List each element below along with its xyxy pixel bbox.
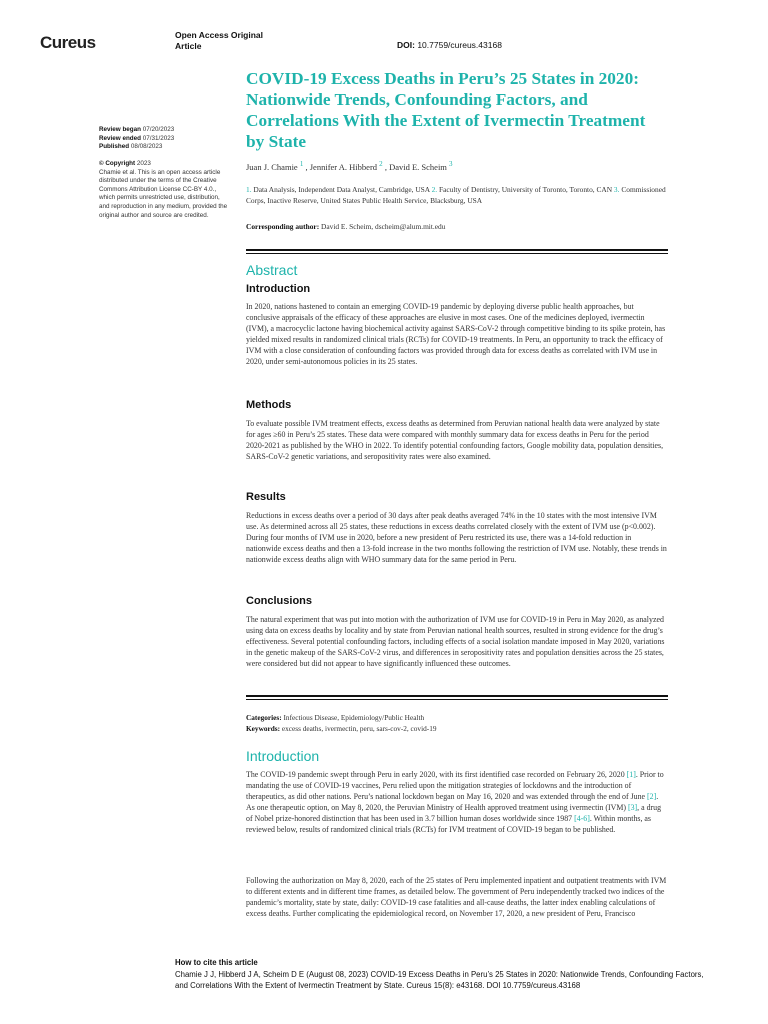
- section-divider: [246, 249, 668, 255]
- author-affiliation-number[interactable]: 1: [299, 160, 304, 168]
- abstract-methods-text: To evaluate possible IVM treatment effects, excess deaths as determined from Peruvian national health data were analyzed by state for ages ≥60 in Peru’s 25 states. These data were compared with monthly summary data for excess deaths in Peru for the period 2020-2021 as published by the WHO in 2022. To identify potential confounding factors, Google mobility data, population densities, SARS-CoV-2 genetic variations, and seropositivity rates were also examined.: [246, 419, 664, 462]
- abstract-results-text: Reductions in excess deaths over a period of 30 days after peak deaths averaged 74% in the 10 states with the most intensive IVM use. As determined across all 25 states, these reductions in excess deaths correlated closely with the extent of IVM use (p<0.002). During four months of IVM use in 2020, before a new president of Peru restricted its use, there was a 14-fold reduction in nationwide excess deaths and then a 13-fold increase in the two months following the restriction of IVM use. Notably, these trends in nationwide excess deaths align with WHO summary data for the same period in Peru.: [246, 511, 667, 565]
- copyright-block: [99, 160, 229, 220]
- article-type: [175, 30, 263, 52]
- categories-label: Categories:: [246, 713, 282, 722]
- citation-link[interactable]: [3]: [627, 803, 638, 813]
- affiliation-text: Faculty of Dentistry, University of Toronto, Toronto, CAN: [437, 185, 614, 194]
- introduction-paragraph-1: The COVID-19 pandemic swept through Peru in early 2020, with its first identified case recorded on February 26, 2020 [1]. Prior to mandating the use of COVID-19 vaccines, Peru relied upon the mitigation strategies of lockdowns and the introduction of therapeutics, as did other nations. Peru’s national lockdown began on May 16, 2020 and was extended through the end of June [2]. As one therapeutic option, on May 8, 2020, the Peruvian Ministry of Health approved treatment using ivermectin (IVM) [3], a drug of Nobel prize-honored distinction that has been used in 3.7 billion human doses worldwide since 1987 [4-6]. Within months, as reviewed below, results of randomized clinical trials (RCTs) for IVM treatment of COVID-19 began to be published.: [246, 770, 664, 835]
- author-name[interactable]: David E. Scheim: [389, 161, 447, 172]
- published-date: 08/08/2023: [130, 143, 163, 151]
- author-list: Juan J. Chamie $^1$ , Jennifer A. Hibberd $^2$ , David E. Scheim $^3$: [246, 160, 453, 172]
- author-affiliation-number[interactable]: 3: [449, 160, 453, 168]
- affiliation-number: 2.: [431, 185, 438, 194]
- citation-link[interactable]: [4-6]: [574, 814, 590, 824]
- doi-label: DOI:: [397, 40, 415, 50]
- abstract-introduction-heading: Introduction: [246, 283, 311, 295]
- section-divider: [246, 695, 668, 701]
- review-ended-date: 07/31/2023: [142, 134, 175, 142]
- how-to-cite-text: Chamie J J, Hibberd J A, Scheim D E (August 08, 2023) COVID-19 Excess Deaths in Peru’s 25 States in 2020: Nationwide Trends, Confounding Factors, and Correlations With the Extent of Ivermectin Treatment by State. Cureus 15(8): e43168. DOI 10.7759/cureus.43168: [175, 970, 704, 990]
- keywords-value[interactable]: excess deaths, ivermectin, peru, sars-cov-2, covid-19: [280, 723, 437, 733]
- review-began-date: 07/20/2023: [142, 126, 175, 133]
- affiliation-number: 1.: [246, 185, 252, 194]
- abstract-methods-heading: Methods: [246, 399, 292, 411]
- affiliation-text: Data Analysis, Independent Data Analyst, Cambridge, USA: [251, 185, 432, 194]
- license-text: Chamie et al. This is an open access article distributed under the terms of the Creative Commons Attribution License CC-BY 4.0., which permits unrestricted use, distribution, and reproduction in any medium, provided the original author and source are credited.: [99, 168, 228, 219]
- categories: [246, 713, 437, 724]
- author-name[interactable]: Jennifer A. Hibberd: [309, 161, 378, 172]
- affiliation-number: 3.: [613, 185, 620, 194]
- review-dates: [99, 126, 229, 152]
- corresponding-author-value[interactable]: David E. Scheim, dscheim@alum.mit.edu: [319, 222, 446, 231]
- affiliation-text: Commissioned Corps, Inactive Reserve, United States Public Health Service, Blacksburg, USA: [246, 185, 666, 205]
- review-began-label: Review began: [99, 126, 141, 133]
- article-metadata: [246, 713, 437, 734]
- abstract-introduction-text: In 2020, nations hastened to contain an emerging COVID-19 pandemic by deploying diverse public health approaches, but conclusive appraisals of the efficacy of these approaches are elusive in most cases. One of the medicines deployed, ivermectin (IVM), a macrocyclic lactone having biochemical activity against SARS-CoV-2 through competitive binding to its spike protein, has yielded mixed results in randomized clinical trials (RCTs) for COVID-19 treatments. In Peru, an opportunity to track the efficacy of IVM with a close consideration of confounding factors was provided through data for excess deaths as correlated with IVM use in 2020, under semi-autonomous policies in its 25 states.: [246, 302, 666, 367]
- review-ended-label: Review ended: [99, 134, 141, 142]
- keywords-label: Keywords:: [246, 723, 281, 733]
- copyright-year: 2023: [136, 160, 151, 167]
- categories-value[interactable]: Infectious Disease, Epidemiology/Public Health: [281, 713, 425, 722]
- abstract-heading: Abstract: [246, 262, 298, 278]
- article-type-line-1: Open Access Original: [175, 30, 264, 40]
- keywords: [246, 724, 437, 735]
- published-label: Published: [99, 143, 130, 151]
- corresponding-author: [246, 222, 445, 231]
- journal-logo: Cureus: [40, 33, 96, 52]
- introduction-heading: Introduction: [246, 748, 320, 764]
- doi: [397, 40, 502, 50]
- abstract-conclusions-heading: Conclusions: [246, 595, 313, 607]
- affiliations: [246, 184, 666, 206]
- author-name[interactable]: Juan J. Chamie: [246, 161, 298, 172]
- introduction-paragraph-2: Following the authorization on May 8, 2020, each of the 25 states of Peru implemented inpatient and outpatient treatments with IVM to different extents and in different time frames, as detailed below. The government of Peru independently tracked two indices of the pandemic’s mortality, state by state, daily: COVID-19 case fatalities and all-cause deaths, the latter index enabling calculations of excess deaths. Further complicating the epidemiological record, on November 17, 2020, a new president of Peru, Francisco: [246, 876, 667, 919]
- abstract-results-heading: Results: [246, 491, 286, 503]
- corresponding-author-label: Corresponding author:: [246, 222, 320, 231]
- citation-link[interactable]: [2]: [647, 792, 657, 802]
- article-type-line-2: Article: [175, 41, 202, 51]
- abstract-conclusions-text: The natural experiment that was put into motion with the authorization of IVM use for COVID-19 in Peru in May 2020, as analyzed using data on excess deaths by locality and by state from Peruvian national health sources, resulted in strong evidence for the drug’s effectiveness. Several potential confounding factors, including effects of a social isolation mandate imposed in May 2020, variations in the genetic makeup of the SARS-CoV-2 virus, and differences in seropositivity rates and population densities across the 25 states, were considered but did not appear to have significantly influenced these outcomes.: [246, 615, 665, 669]
- author-affiliation-number[interactable]: 2: [379, 160, 383, 168]
- doi-value[interactable]: 10.7759/cureus.43168: [417, 40, 502, 50]
- article-title: COVID-19 Excess Deaths in Peru’s 25 States in 2020: Nationwide Trends, Confounding Factors, and Correlations With the Extent of Ivermectin Treatment by State: [246, 69, 646, 151]
- citation-link[interactable]: [1]: [626, 770, 636, 779]
- how-to-cite-heading: How to cite this article: [175, 958, 258, 967]
- copyright-label: © Copyright: [99, 160, 136, 167]
